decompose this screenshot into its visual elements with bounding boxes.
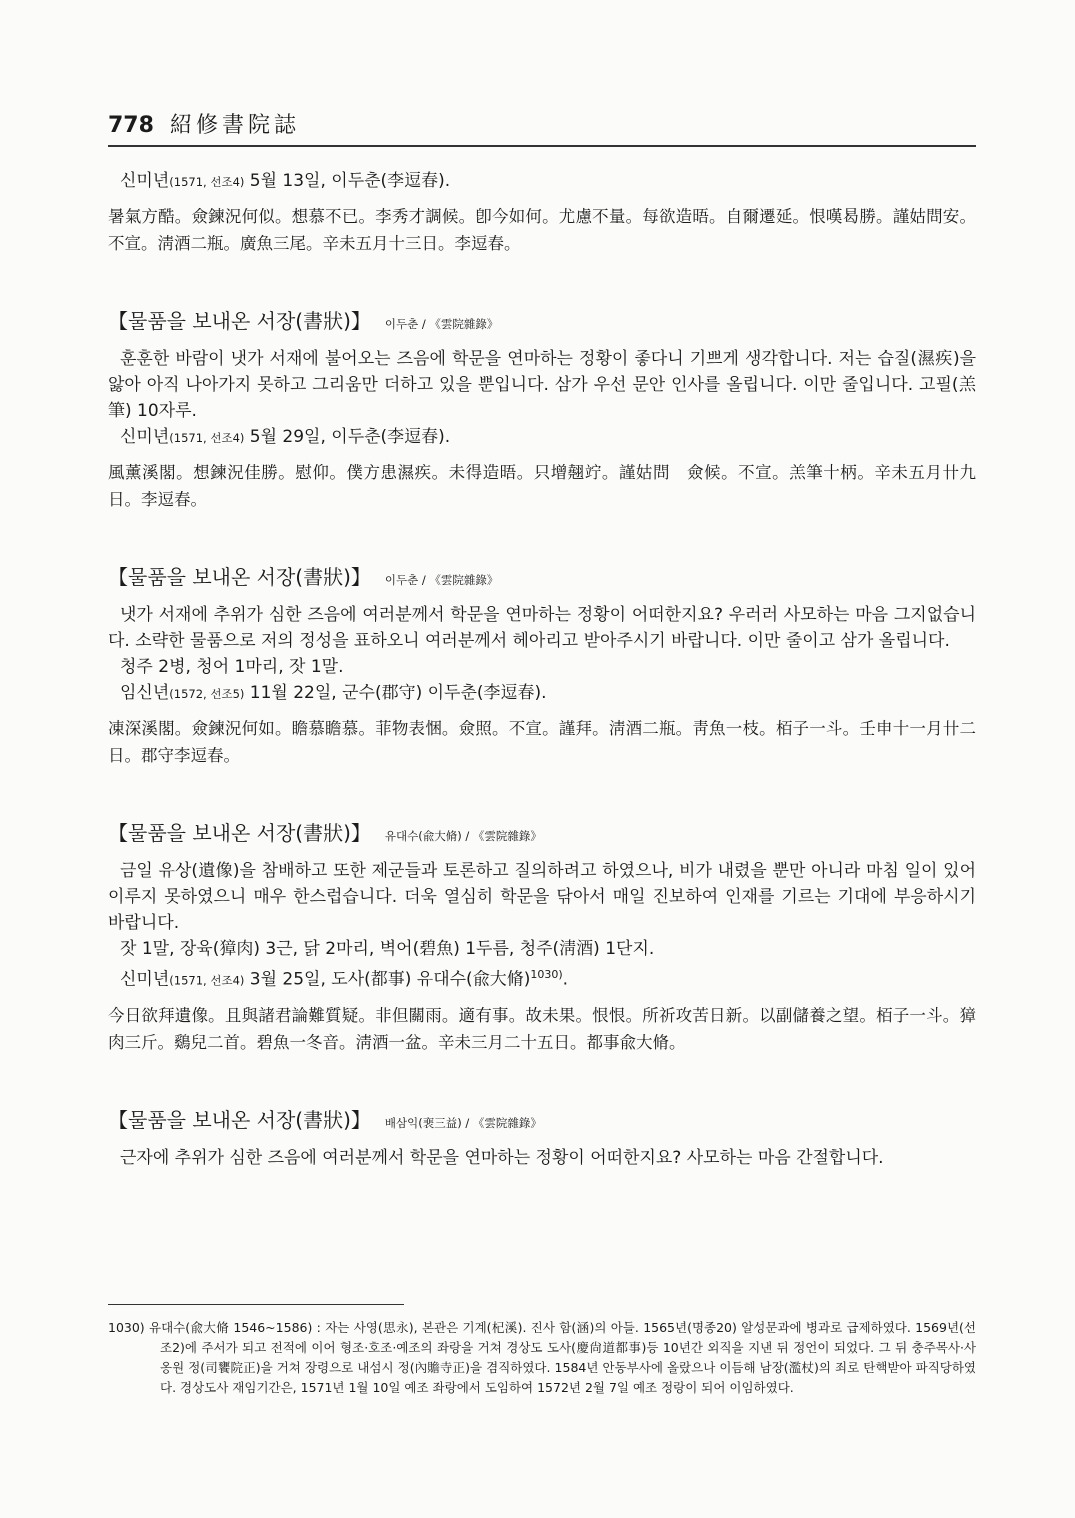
letter-section [108, 1104, 976, 1171]
date-detail: 5월 29일, 이두춘(李逗春). [244, 427, 451, 447]
hanmun-text: 凍深溪閣。僉鍊況何如。瞻慕瞻慕。菲物表悃。僉照。不宣。謹拜。淸酒二瓶。靑魚一枝。栢子一斗。壬申十一月卄二日。郡守李逗春。 [108, 719, 976, 765]
translation-paragraph: 금일 유상(遺像)을 참배하고 또한 제군들과 토론하고 질의하려고 하였으나, 비가 내렸을 뿐만 아니라 마침 일이 있어 이루지 못하였으니 매우 한스럽습니다. 더욱 열심히 학문을 닦아서 매일 진보하여 인재를 기르는 기대에 부응하시기 바랍니다. [108, 861, 976, 933]
date-line [108, 962, 976, 994]
top-entry [108, 168, 976, 257]
section-source: 유대수(兪大脩) / 《雲院雜錄》 [384, 829, 542, 843]
page-body [108, 168, 976, 1171]
section-title: 【물품을 보내온 서장(書狀)】 [108, 1107, 371, 1132]
date-year: 신미년 [120, 969, 170, 990]
letter-section [108, 561, 976, 769]
date-era: (1571, 선조4) [169, 431, 245, 445]
book-title: 紹修書院誌 [169, 113, 300, 138]
translation-paragraph: 냇가 서재에 추위가 심한 즈음에 여러분께서 학문을 연마하는 정황이 어떠한지요? 우러러 사모하는 마음 그지없습니다. 소략한 물품으로 저의 정성을 표하오니 여러분께서 헤아리고 받아주시기 바랍니다. 이만 줄이고 삼가 올립니다. [108, 605, 976, 651]
date-year: 신미년 [120, 427, 170, 447]
section-source: 이두춘 / 《雲院雜錄》 [384, 317, 499, 331]
date-era: (1571, 선조4) [169, 175, 245, 189]
date-detail: 11월 22일, 군수(郡守) 이두춘(李逗春). [244, 683, 547, 703]
page-number: 778 [108, 113, 154, 138]
section-title: 【물품을 보내온 서장(書狀)】 [108, 565, 371, 589]
footnote: 1030) 유대수(兪大脩 1546~1586) : 자는 사영(思永), 본관은 기계(杞溪). 진사 함(涵)의 아들. 1565년(명종20) 알성문과에 병과로 급제하였다. 1569년(선조2)에 주서가 되고 전적에 이어 형조·호조·예조의 좌랑을 거쳐 경상도 도사(慶尙道都事)등 10년간 외직을 지낸 뒤 정언이 되었다. 그 뒤 충주목사·사옹원 정(司饔院正)을 거쳐 장령으로 내섬시 정(內贍寺正)을 겸직하였다. 1584년 안동부사에 올랐으나 이듬해 남장(濫杖)의 죄로 탄핵받아 파직당하였다. 경상도사 재임기간은, 1571년 1월 10일 예조 좌랑에서 도임하여 1572년 2월 7일 예조 정랑이 되어 이임하였다. [108, 1320, 976, 1395]
section-source: 배삼익(裵三益) / 《雲院雜錄》 [384, 1115, 542, 1130]
page-header [108, 108, 976, 147]
hanmun-text: 暑氣方酷。僉鍊況何似。想慕不已。李秀才調候。卽今如何。尤慮不量。每欲造晤。自爾遷延。恨嘆曷勝。謹姑問安。不宣。淸酒二瓶。廣魚三尾。辛未五月十三日。李逗春。 [108, 207, 976, 253]
date-tail: . [562, 969, 569, 990]
date-year: 신미년 [120, 171, 170, 191]
items-line: 청주 2병, 청어 1마리, 잣 1말. [120, 657, 344, 677]
date-detail: 5월 13일, 이두춘(李逗春). [244, 171, 451, 191]
section-heading [108, 1104, 976, 1133]
section-title: 【물품을 보내온 서장(書狀)】 [108, 309, 371, 333]
date-line [108, 424, 976, 451]
translation-paragraph: 훈훈한 바람이 냇가 서재에 불어오는 즈음에 학문을 연마하는 정황이 좋다니 기쁘게 생각합니다. 저는 습질(濕疾)을 앓아 아직 나아가지 못하고 그리움만 더하고 있을 뿐입니다. 삼가 우선 문안 인사를 올립니다. 이만 줄입니다. 고필(羔筆) 10자루. [108, 349, 976, 421]
section-heading [108, 817, 976, 846]
footnote-ref[interactable]: 1030) [530, 968, 563, 981]
date-detail: 3월 25일, 도사(都事) 유대수(兪大脩) [244, 969, 531, 990]
section-heading [108, 561, 976, 590]
date-year: 임신년 [120, 683, 170, 703]
date-era: (1571, 선조4) [169, 973, 245, 988]
date-era: (1572, 선조5) [169, 687, 245, 701]
letter-section [108, 817, 976, 1056]
date-line [108, 680, 976, 707]
section-title: 【물품을 보내온 서장(書狀)】 [108, 821, 371, 845]
section-heading [108, 305, 976, 334]
date-line [108, 168, 976, 195]
hanmun-text: 今日欲拜遺像。且與諸君論難質疑。非但關雨。適有事。故未果。恨恨。所祈攻苦日新。以副儲養之望。栢子一斗。獐肉三斤。鷄兒二首。碧魚一冬音。淸酒一盆。辛未三月二十五日。都事兪大脩。 [108, 1005, 976, 1052]
footnote-divider [108, 1304, 404, 1305]
translation-paragraph: 근자에 추위가 심한 즈음에 여러분께서 학문을 연마하는 정황이 어떠한지요? 사모하는 마음 간절합니다. [120, 1147, 884, 1168]
section-source: 이두춘 / 《雲院雜錄》 [384, 573, 499, 587]
letter-section [108, 305, 976, 513]
items-line: 잣 1말, 장육(獐肉) 3근, 닭 2마리, 벽어(碧魚) 1두름, 청주(淸酒) 1단지. [120, 939, 655, 959]
hanmun-text: 風薰溪閣。想鍊況佳勝。慰仰。僕方患濕疾。未得造晤。只增翹竚。謹姑問 僉候。不宣。羔筆十柄。辛未五月卄九日。李逗春。 [108, 463, 976, 509]
